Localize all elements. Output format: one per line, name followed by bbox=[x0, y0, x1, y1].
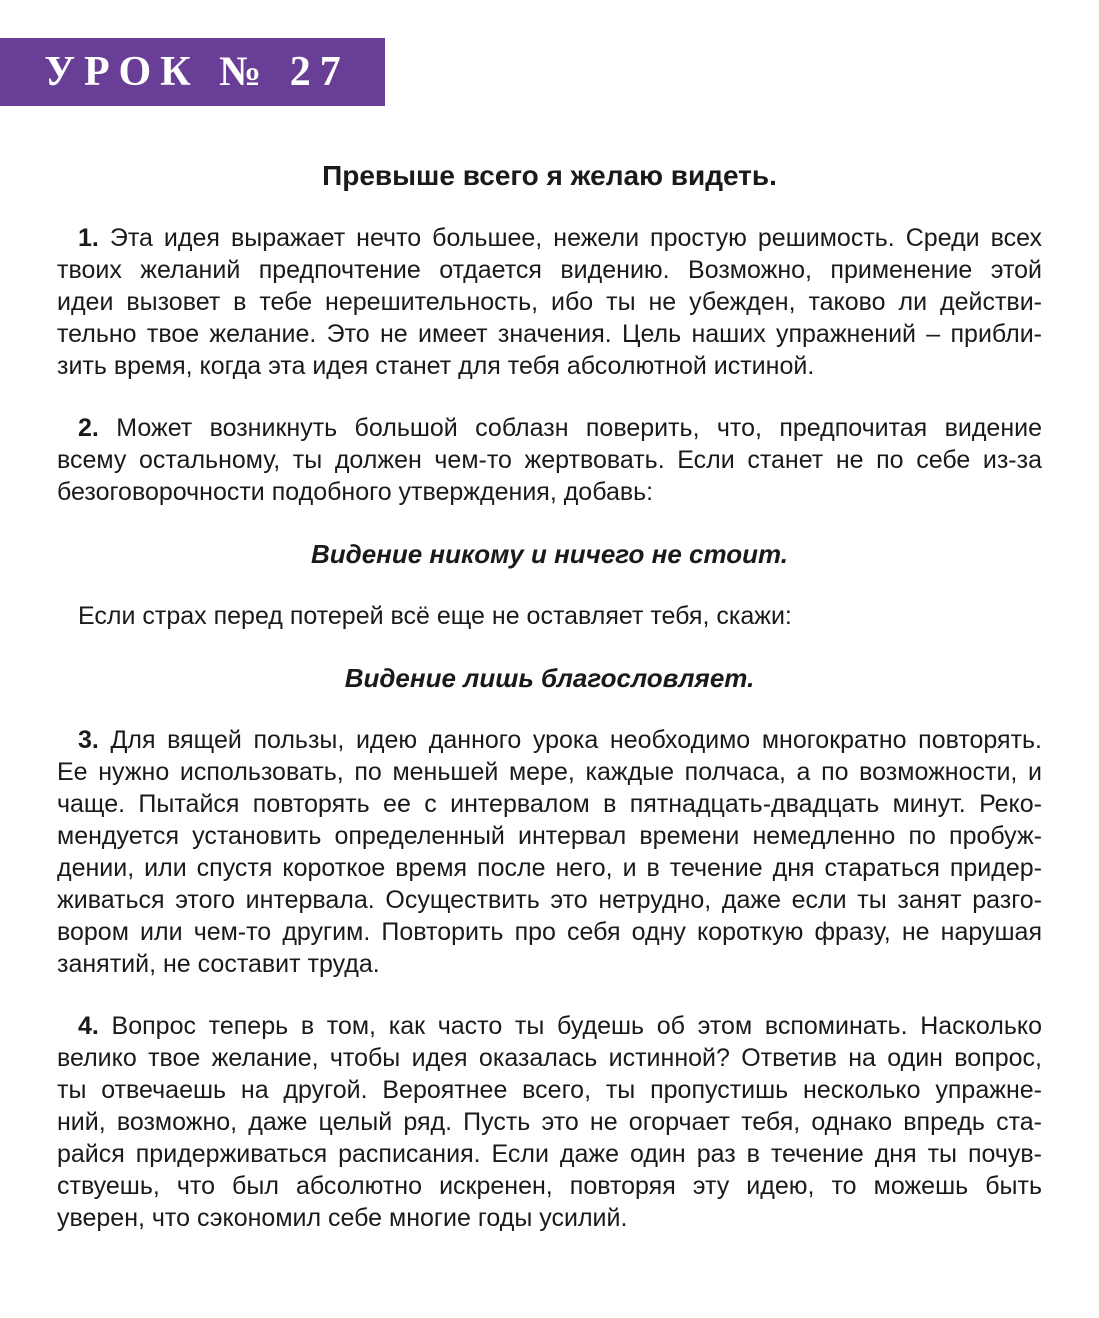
text-line: Ее нужно использовать, по меньшей мере, каждые полчаса, а по возможности, и bbox=[57, 758, 1042, 786]
text-line: дении, или спустя короткое время после него, и в течение дня стараться придер- bbox=[57, 854, 1042, 882]
lesson-number-label: УРОК № 27 bbox=[44, 49, 350, 95]
text-line: Если страх перед потерей всё еще не оставляет тебя, скажи: bbox=[78, 602, 792, 630]
text-line: твоих желаний предпочтение отдается видению. Возможно, применение этой bbox=[57, 256, 1042, 284]
lead-in-line bbox=[57, 600, 1042, 632]
document-page bbox=[0, 38, 1099, 1318]
text-line: 1. Эта идея выражает нечто большее, нежели простую решимость. Среди всех bbox=[78, 224, 1042, 252]
affirmation-line: Видение лишь благословляет. bbox=[344, 663, 755, 693]
text-line: 4. Вопрос теперь в том, как часто ты будешь об этом вспоминать. Насколько bbox=[78, 1012, 1042, 1040]
text-line: живаться этого интервала. Осуществить это нетрудно, даже если ты занят разго- bbox=[57, 886, 1042, 914]
paragraph bbox=[57, 412, 1042, 508]
text-line: чаще. Пытайся повторять ее с интервалом в пятнадцать-двадцать минут. Реко- bbox=[57, 790, 1042, 818]
lesson-banner bbox=[0, 38, 385, 106]
text-line: 3. Для вящей пользы, идею данного урока необходимо многократно повторять. bbox=[78, 726, 1042, 754]
affirmation-line: Видение никому и ничего не стоит. bbox=[310, 539, 789, 569]
text-line: ний, возможно, даже целый ряд. Пусть это не огорчает тебя, однако впредь ста- bbox=[57, 1108, 1042, 1136]
text-line: мендуется установить определенный интервал времени немедленно по пробуж- bbox=[57, 822, 1042, 850]
text-line: всему остальному, ты должен чем-то жертвовать. Если станет не по себе из-за bbox=[57, 446, 1042, 474]
text-line: безоговорочности подобного утверждения, добавь: bbox=[57, 478, 654, 506]
paragraph-number: 3. bbox=[78, 726, 99, 754]
text-line: тельно твое желание. Это не имеет значения. Цель наших упражнений – прибли- bbox=[57, 320, 1042, 348]
paragraph-number: 4. bbox=[78, 1012, 99, 1040]
paragraph bbox=[57, 222, 1042, 382]
text-line: идеи вызовет в тебе нерешительность, ибо ты не убежден, таково ли действи- bbox=[57, 288, 1042, 316]
paragraph bbox=[57, 724, 1042, 980]
text-line: вором или чем-то другим. Повторить про себя одну короткую фразу, не нарушая bbox=[57, 918, 1042, 946]
text-line: занятий, не составит труда. bbox=[57, 950, 380, 978]
text-line: зить время, когда эта идея станет для тебя абсолютной истиной. bbox=[57, 352, 815, 380]
text-line: велико твое желание, чтобы идея оказалась истинной? Ответив на один вопрос, bbox=[57, 1044, 1042, 1072]
paragraph bbox=[57, 1010, 1042, 1234]
lesson-idea-heading: Превыше всего я желаю видеть. bbox=[322, 160, 777, 191]
text-line: ты отвечаешь на другой. Вероятнее всего, ты пропустишь несколько упражне- bbox=[57, 1076, 1042, 1104]
paragraph-number: 2. bbox=[78, 414, 99, 442]
lesson-content bbox=[0, 160, 1099, 1234]
paragraph-number: 1. bbox=[78, 224, 99, 252]
text-line: ствуешь, что был абсолютно искренен, повторяя эту идею, то можешь быть bbox=[57, 1172, 1042, 1200]
lesson-text bbox=[57, 222, 1042, 1234]
text-line: уверен, что сэкономил себе многие годы усилий. bbox=[57, 1204, 628, 1232]
text-line: 2. Может возникнуть большой соблазн поверить, что, предпочитая видение bbox=[78, 414, 1042, 442]
text-line: райся придерживаться расписания. Если даже один раз в течение дня ты почув- bbox=[57, 1140, 1042, 1168]
